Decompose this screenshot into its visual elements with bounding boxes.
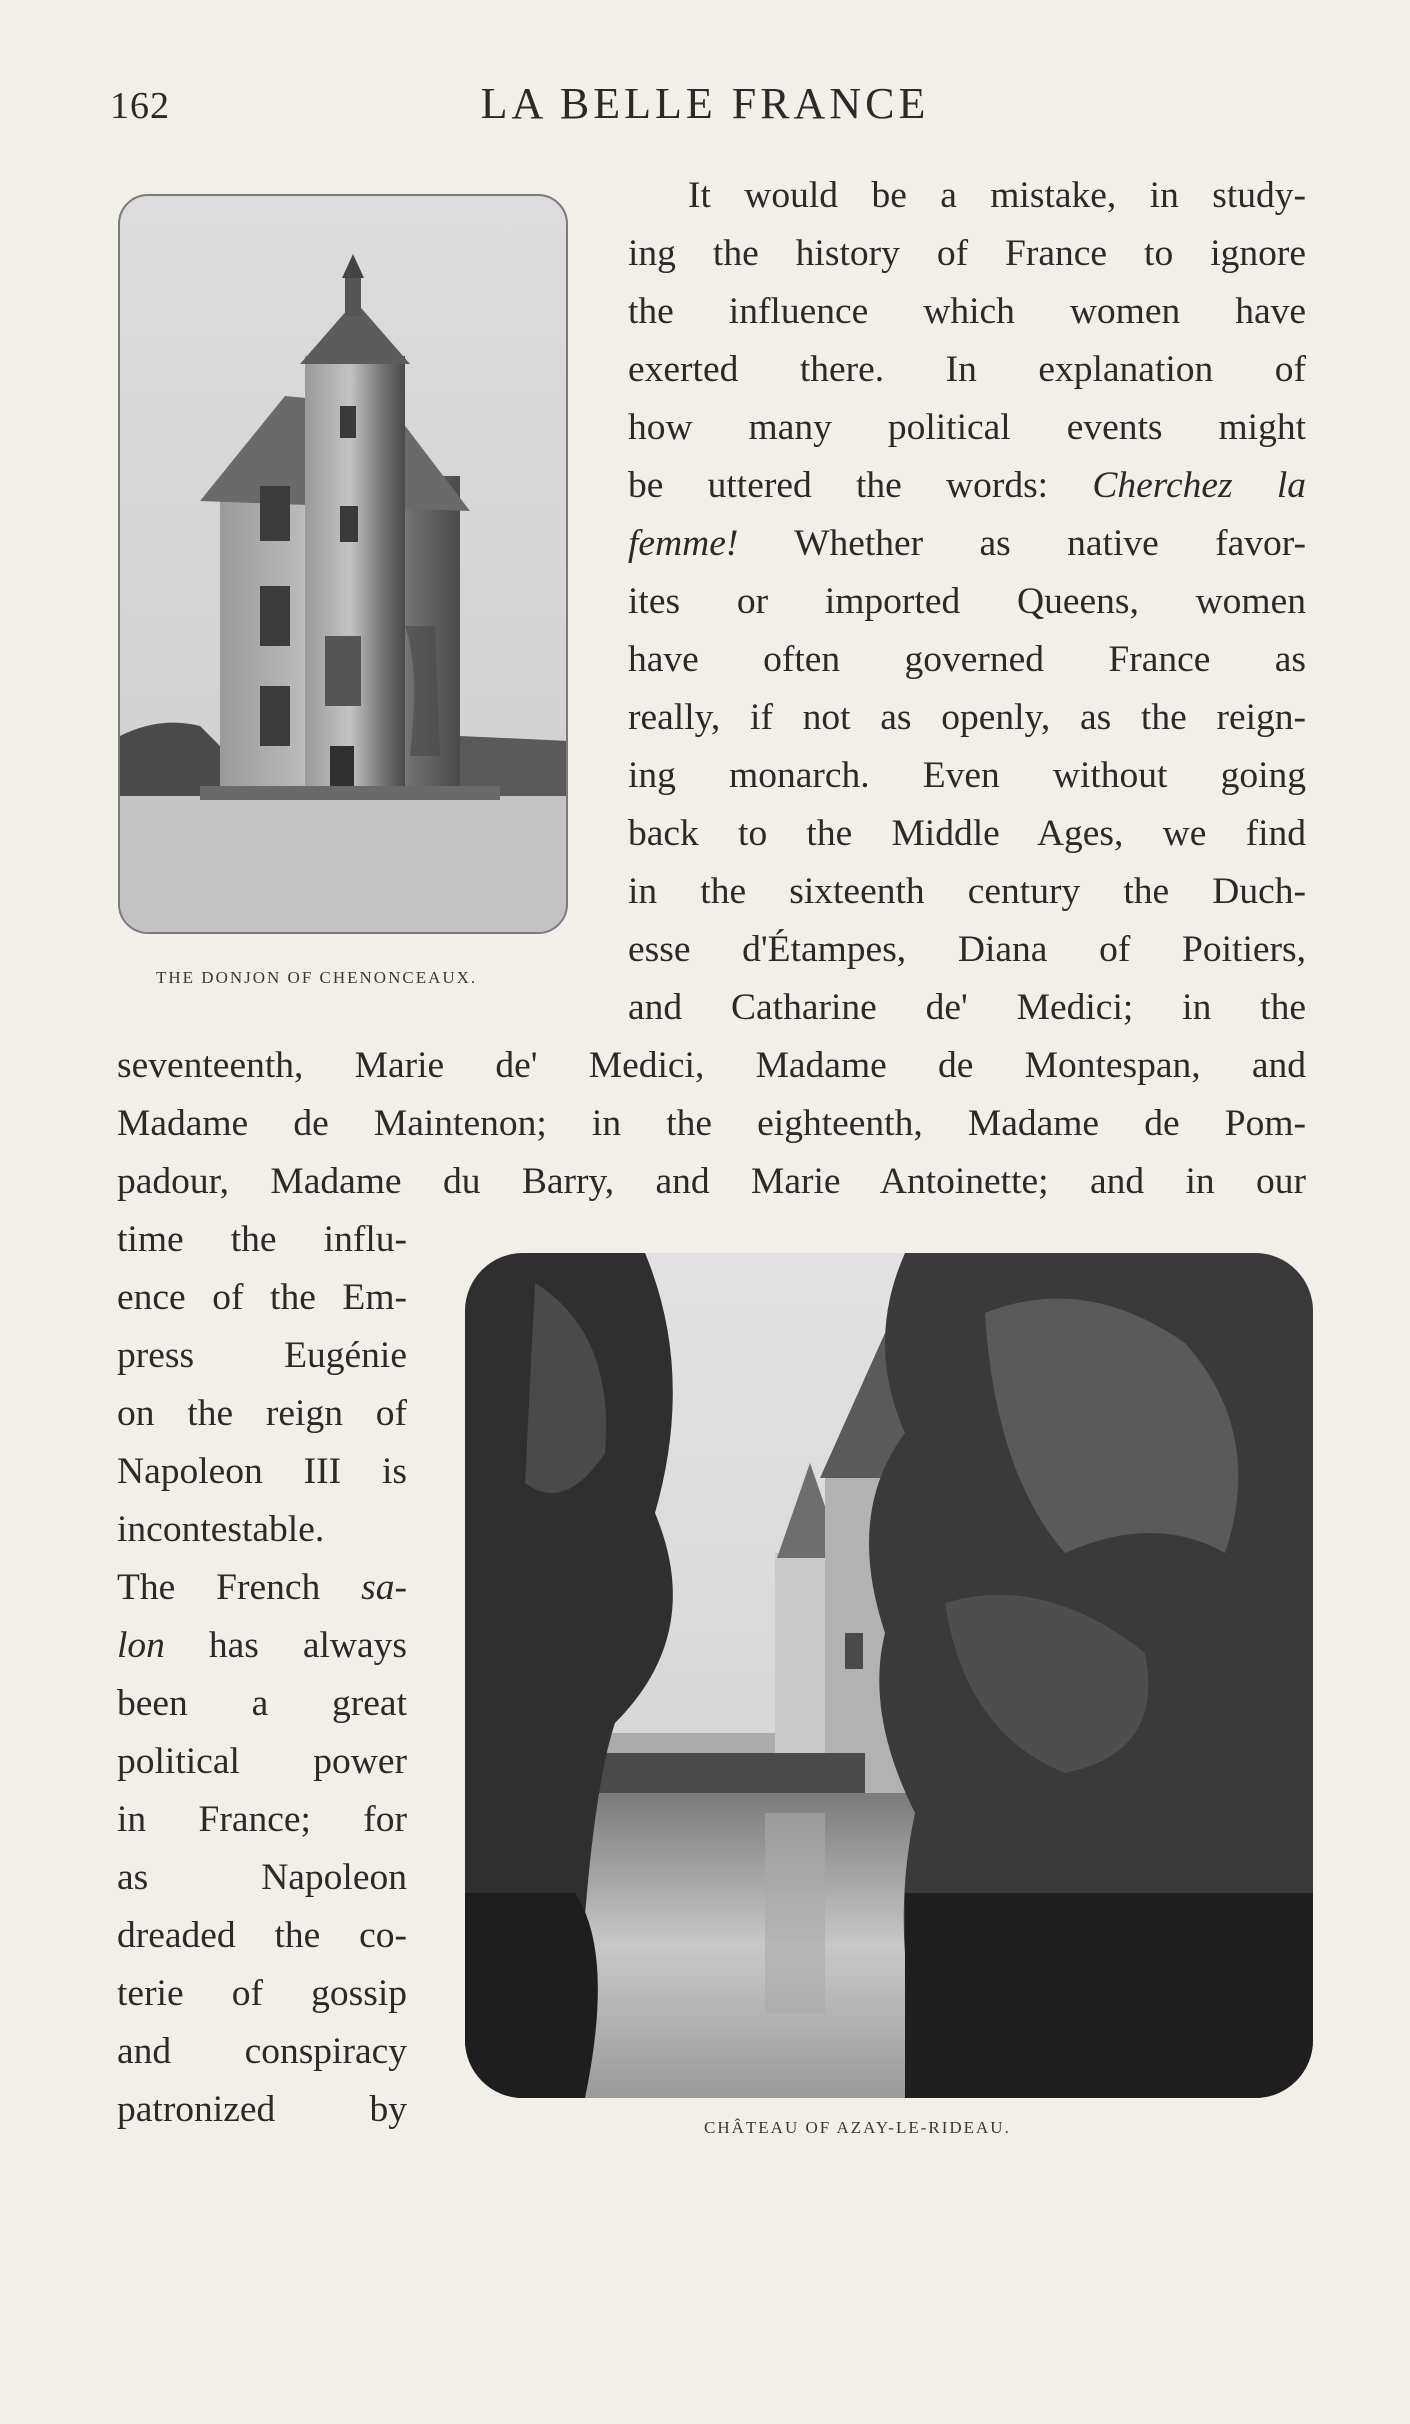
text-line: seventeenth, Marie de' Medici, Madame de Montespan, and — [117, 1045, 1306, 1086]
text-line: really, if not as openly, as the reign- — [628, 697, 1306, 738]
figure-caption: THE DONJON OF CHENONCEAUX. — [156, 968, 478, 987]
text-line: It would be a mistake, in study- — [688, 175, 1306, 216]
text-line: ence of the Em- — [117, 1277, 407, 1318]
text-span: has always — [208, 1625, 408, 1666]
text-line: Napoleon III is — [117, 1451, 407, 1492]
text-line: have often governed France as — [628, 639, 1306, 680]
text-line — [117, 1564, 407, 1612]
text-line: press Eugénie — [117, 1335, 407, 1376]
running-head: LA BELLE FRANCE — [480, 79, 930, 128]
text-line: political power — [117, 1741, 407, 1782]
text-line: incontestable. — [117, 1509, 325, 1550]
text-line: time the influ- — [117, 1219, 407, 1260]
text-line: the influence which women have — [628, 291, 1306, 332]
page-header — [0, 78, 1410, 128]
text-line — [628, 462, 1306, 510]
text-line: dreaded the co- — [117, 1915, 407, 1956]
chateau-photo — [465, 1253, 1313, 2098]
text-line: in the sixteenth century the Duch- — [628, 871, 1306, 912]
text-line: and conspiracy — [117, 2031, 407, 2072]
text-line: and Catharine de' Medici; in the — [628, 987, 1306, 1028]
figure-caption: CHÂTEAU OF AZAY-LE-RIDEAU. — [704, 2118, 1011, 2137]
page-number: 162 — [110, 85, 170, 127]
text-span: The French — [117, 1567, 321, 1608]
text-line: terie of gossip — [117, 1973, 407, 2014]
text-line: as Napoleon — [117, 1857, 407, 1898]
text-span: Whether as native favor- — [794, 523, 1306, 564]
text-line: been a great — [117, 1683, 407, 1724]
italic-phrase: sa- — [361, 1567, 407, 1608]
text-line: esse d'Étampes, Diana of Poitiers, — [628, 929, 1306, 970]
text-line — [117, 1622, 407, 1670]
italic-phrase: lon — [117, 1625, 165, 1666]
text-line: how many political events might — [628, 407, 1306, 448]
italic-phrase: femme! — [628, 523, 739, 564]
text-line: ites or imported Queens, women — [628, 581, 1306, 622]
text-line: ing monarch. Even without going — [628, 755, 1306, 796]
text-line: ing the history of France to ignore — [628, 233, 1306, 274]
text-line: in France; for — [117, 1799, 407, 1840]
text-span: be uttered the words: — [628, 465, 1049, 506]
text-line: patronized by — [117, 2089, 407, 2130]
text-line: on the reign of — [117, 1393, 407, 1434]
italic-phrase: Cherchez la — [1092, 465, 1306, 506]
text-line: Madame de Maintenon; in the eighteenth, Madame de Pom- — [117, 1103, 1306, 1144]
text-line: back to the Middle Ages, we find — [628, 813, 1306, 854]
text-line: padour, Madame du Barry, and Marie Antoinette; and in our — [117, 1161, 1306, 1202]
text-line — [628, 520, 1306, 568]
text-line: exerted there. In explanation of — [628, 349, 1306, 390]
donjon-photo — [118, 194, 568, 934]
